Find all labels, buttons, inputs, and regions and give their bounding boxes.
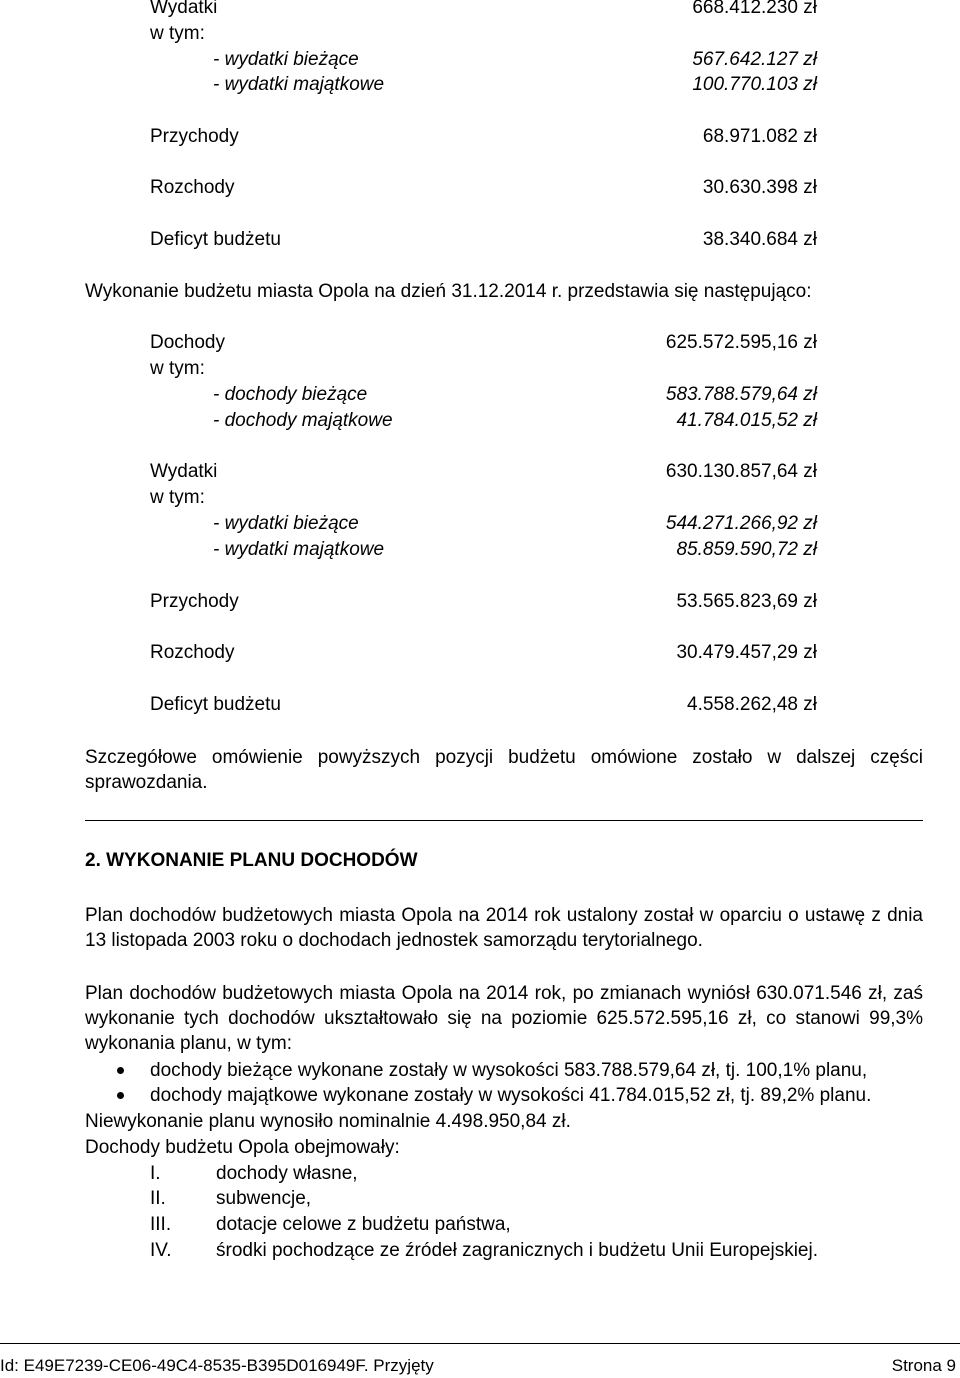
exec-dochody-value: 625.572.595,16 zł [665, 332, 817, 353]
non-execution-note: Niewykonanie planu wynosiło nominalnie 4.498.950,84 zł. [85, 1111, 571, 1132]
exec-w-tym-1: w tym: [150, 358, 205, 379]
exec-przychody-label: Przychody [150, 591, 239, 612]
plan-rozchody-label: Rozchody [150, 177, 235, 198]
plan-wydatki-majatkowe-value: 100.770.103 zł [692, 74, 817, 95]
exec-dochody-label: Dochody [150, 332, 225, 353]
source-number: IV. [150, 1240, 172, 1261]
exec-wydatki-majatkowe-label: - wydatki majątkowe [213, 539, 385, 560]
plan-deficyt-value: 38.340.684 zł [702, 229, 817, 250]
footer-rule [0, 1343, 960, 1344]
footer-document-id: Id: E49E7239-CE06-49C4-8535-B395D016949F. Przyjęty [0, 1356, 434, 1375]
plan-wydatki-value: 668.412.230 zł [692, 0, 817, 18]
exec-deficyt-label: Deficyt budżetu [150, 694, 281, 715]
source-number: III. [150, 1214, 172, 1235]
plan-rozchody-value: 30.630.398 zł [702, 177, 817, 198]
detail-note: Szczegółowe omówienie powyższych pozycji budżetu omówione zostało w dalszej części sprawozdania. [85, 747, 923, 793]
plan-przychody-label: Przychody [150, 126, 239, 147]
source-item: dochody własne, [216, 1163, 358, 1184]
bullet-dot [117, 1092, 124, 1099]
sources-intro: Dochody budżetu Opola obejmowały: [85, 1137, 400, 1158]
execution-intro: Wykonanie budżetu miasta Opola na dzień 31.12.2014 r. przedstawia się następująco: [85, 281, 812, 302]
exec-dochody-majatkowe-value: 41.784.015,52 zł [676, 410, 817, 431]
source-item: dotacje celowe z budżetu państwa, [216, 1214, 511, 1235]
paragraph-legal-basis: Plan dochodów budżetowych miasta Opola na 2014 rok ustalony został w oparciu o ustawę z dnia 13 listopada 2003 roku o dochodach jednostek samorządu terytorialnego. [85, 905, 923, 951]
paragraph-plan-execution: Plan dochodów budżetowych miasta Opola na 2014 rok, po zmianach wyniósł 630.071.546 zł, zaś wykonanie tych dochodów ukształtowało się na poziomie 625.572.595,16 zł, co stanowi 99,3% wykonania planu, w tym: [85, 983, 923, 1054]
exec-rozchody-value: 30.479.457,29 zł [676, 642, 817, 663]
footer-page-number: Strona 9 [891, 1356, 956, 1375]
exec-w-tym-2: w tym: [150, 487, 205, 508]
exec-wydatki-majatkowe-value: 85.859.590,72 zł [676, 539, 817, 560]
plan-wydatki-majatkowe-label: - wydatki majątkowe [213, 74, 385, 95]
source-number: II. [150, 1188, 166, 1209]
exec-dochody-biezace-value: 583.788.579,64 zł [665, 384, 817, 405]
exec-dochody-biezace-label: - dochody bieżące [213, 384, 368, 405]
plan-w-tym: w tym: [150, 23, 205, 44]
source-number: I. [150, 1163, 161, 1184]
exec-deficyt-value: 4.558.262,48 zł [687, 694, 817, 715]
exec-przychody-value: 53.565.823,69 zł [676, 591, 817, 612]
exec-wydatki-biezace-label: - wydatki bieżące [213, 513, 359, 534]
exec-wydatki-value: 630.130.857,64 zł [665, 461, 817, 482]
bullet-item-current-income: dochody bieżące wykonane zostały w wysokości 583.788.579,64 zł, tj. 100,1% planu, [150, 1060, 868, 1081]
section-heading: 2. WYKONANIE PLANU DOCHODÓW [85, 850, 418, 871]
exec-rozchody-label: Rozchody [150, 642, 235, 663]
bullet-dot [117, 1067, 124, 1074]
bullet-item-property-income: dochody majątkowe wykonane zostały w wysokości 41.784.015,52 zł, tj. 89,2% planu. [150, 1085, 872, 1106]
source-item: środki pochodzące ze źródeł zagranicznych i budżetu Unii Europejskiej. [216, 1240, 818, 1261]
exec-wydatki-label: Wydatki [150, 461, 218, 482]
exec-dochody-majatkowe-label: - dochody majątkowe [213, 410, 393, 431]
plan-przychody-value: 68.971.082 zł [702, 126, 817, 147]
source-item: subwencje, [216, 1188, 312, 1209]
plan-wydatki-biezace-value: 567.642.127 zł [692, 49, 817, 70]
plan-wydatki-label: Wydatki [150, 0, 218, 18]
plan-deficyt-label: Deficyt budżetu [150, 229, 281, 250]
exec-wydatki-biezace-value: 544.271.266,92 zł [665, 513, 817, 534]
section-divider [85, 820, 923, 821]
plan-wydatki-biezace-label: - wydatki bieżące [213, 49, 359, 70]
